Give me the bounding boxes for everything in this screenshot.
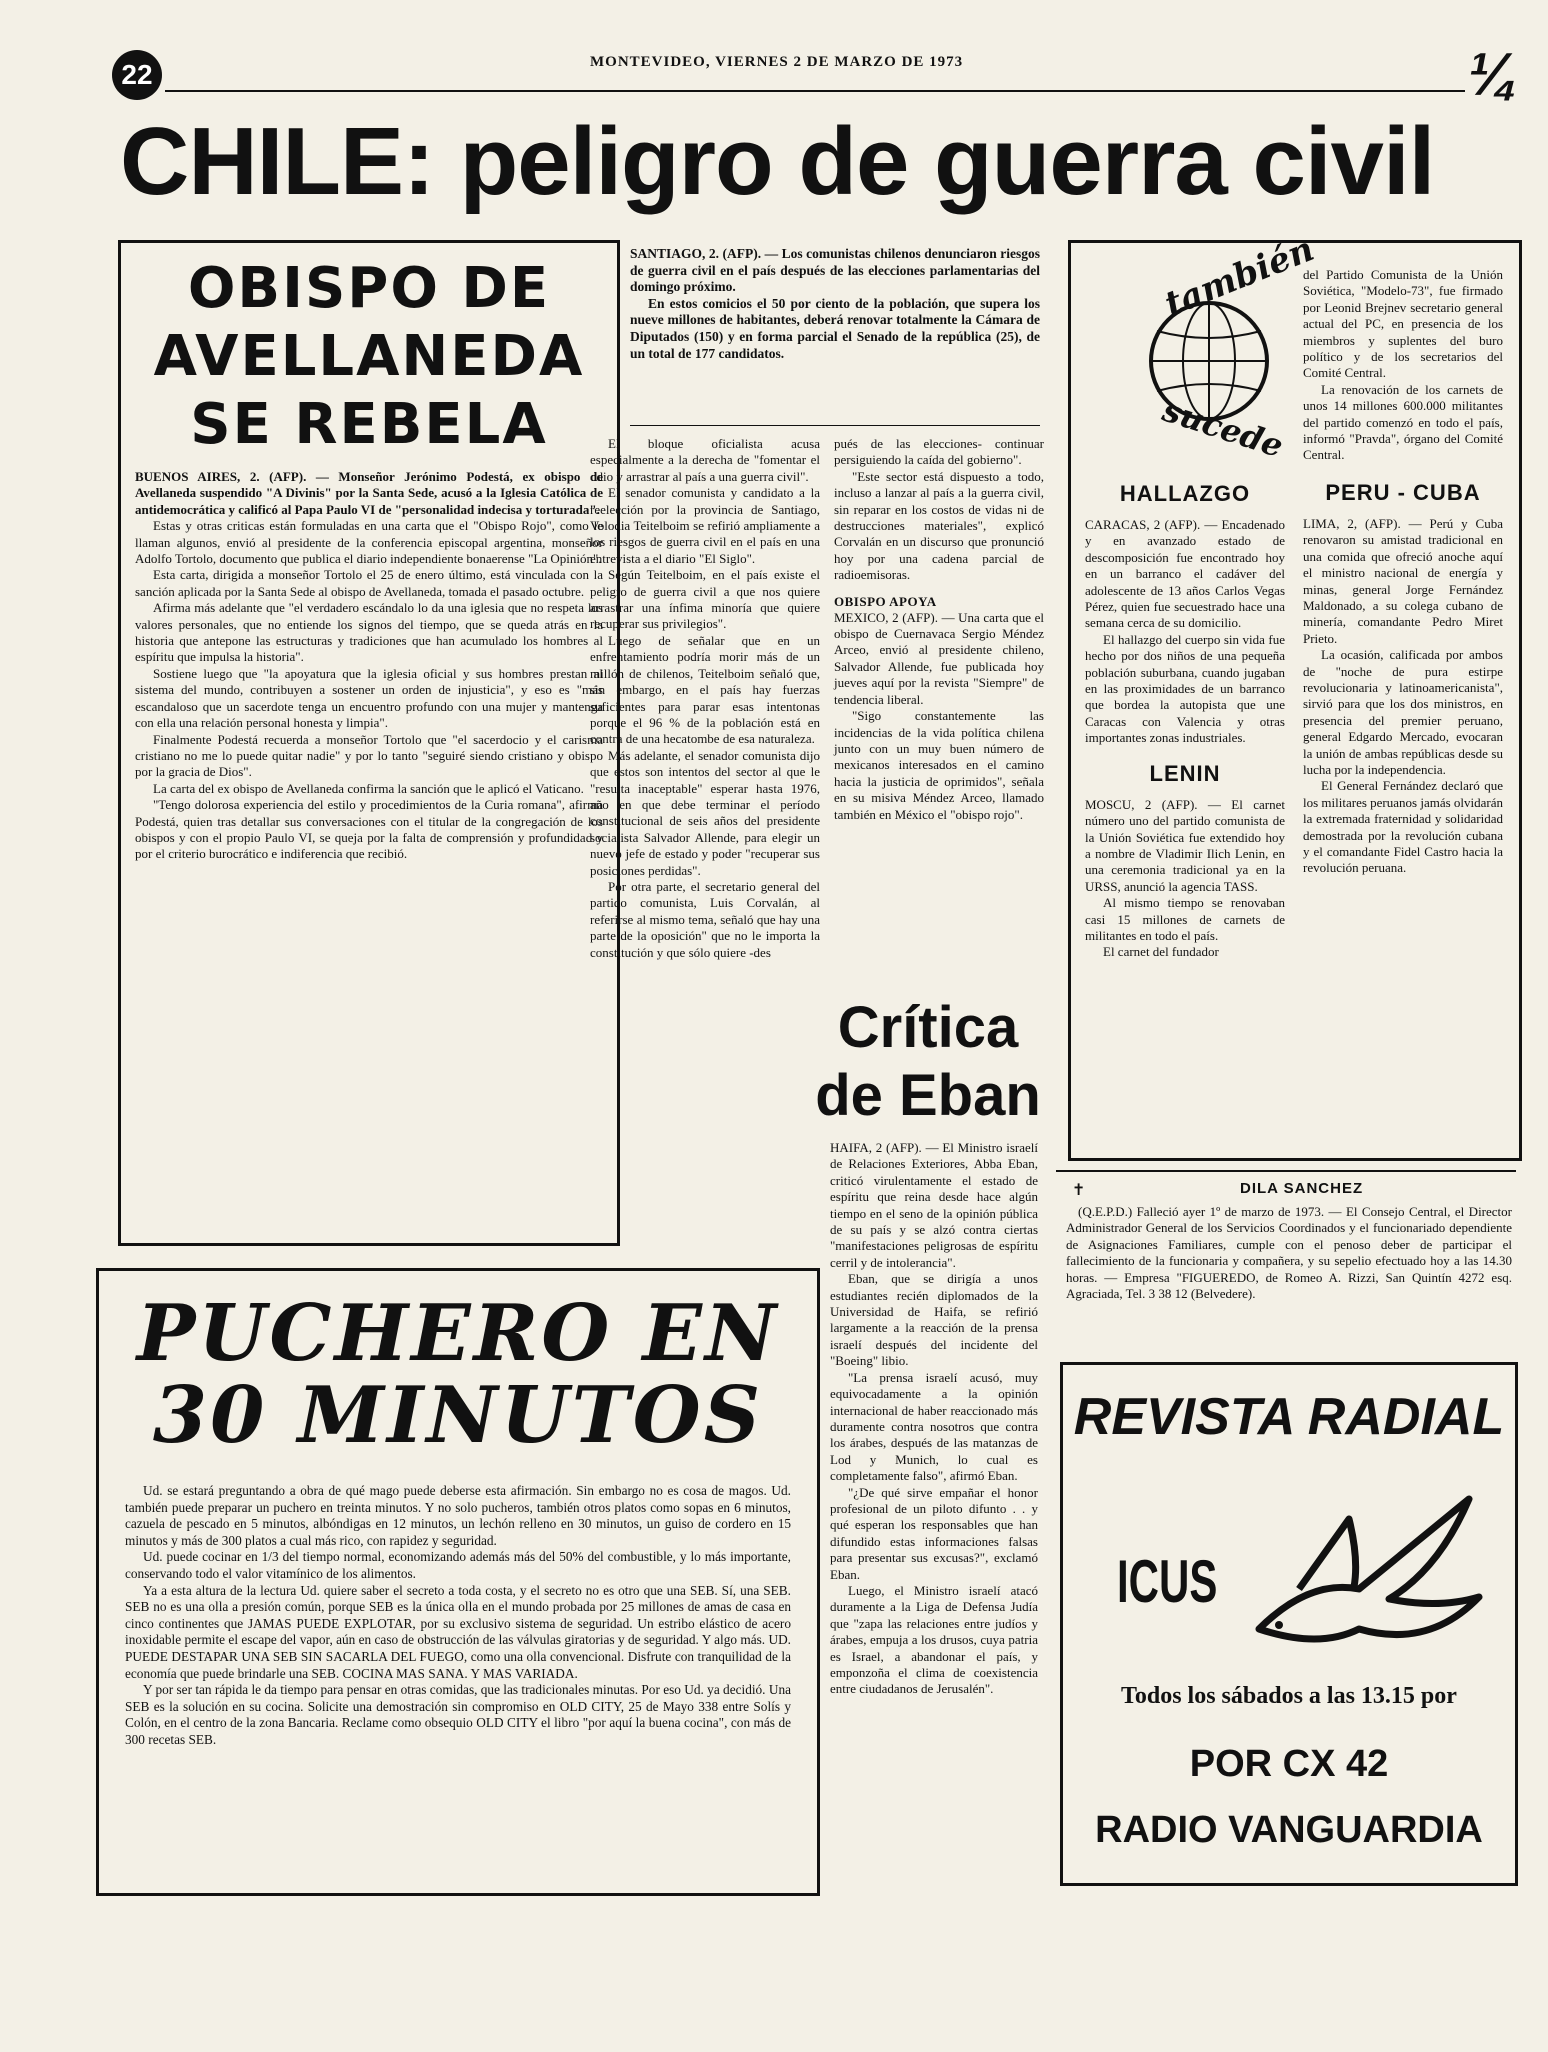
revista-radial-ad xyxy=(1060,1362,1518,1886)
puchero-body xyxy=(99,1457,817,1749)
chile-lead-rule xyxy=(630,425,1040,426)
obispo-body xyxy=(121,459,617,863)
dove-icon xyxy=(1239,1479,1499,1669)
apoya-p1: MEXICO, 2 (AFP). — Una carta que el obispo de Cuernavaca Sergio Méndez Arceo, envió al presidente chileno, Salvador Allende, fue publicada hoy jueves aquí por la revista "Siempre" de tendencia liberal. xyxy=(834,609,1044,707)
revista-title: REVISTA RADIAL xyxy=(1073,1388,1505,1446)
chile-c1-p2: El senador comunista y candidato a la reelección por la provincia de Santiago, Volodia Teitelboim se refirió ampliamente a los riesgos de guerra civil en el país en una entrevista a el diario "El Siglo". xyxy=(590,485,820,566)
lenin-title: LENIN xyxy=(1149,760,1221,786)
peru-p3: El General Fernández declaró que los militares peruanos jamás olvidarán la extremada fraternidad y solidaridad demostrada por la revolución cubana y el comandante Fidel Castro hacia la revolución peruana. xyxy=(1303,778,1504,876)
tambien-logo-bottom: sucede xyxy=(1158,390,1288,466)
masthead-rule xyxy=(165,90,1465,92)
chile-c2-p1: pués de las elecciones- continuar persiguiendo la caída del gobierno". xyxy=(834,436,1044,468)
icus-brand: ICUS xyxy=(1117,1548,1218,1615)
chile-lead-p1: SANTIAGO, 2. (AFP). — Los comunistas chilenos denunciaron riesgos de guerra civil en el país después de las elecciones parlamentarias del domingo próximo. xyxy=(630,246,1040,295)
critica-p4: "¿De qué sirve empañar el honor profesional de un piloto difunto . . y qué esperan los responsables que han difundido estas informaciones falsas para presentar sus excusas?", exclamó Eban. xyxy=(830,1484,1038,1582)
puchero-p3: Ya a esta altura de la lectura Ud. quiere saber el secreto a toda costa, y el secreto no es otro que una SEB. Sí, una SEB. SEB no es una olla a presión común, porque SEB es la única olla en el mundo probada por 25 millones de amas de casa en cinco continentes que JAMAS PUEDE EXPLOTAR, por su exclusivo sistema de seguridad. Un estribo elástico de acero inoxidable permite el escape del vapor, aún en caso de obstrucción de las válvulas giratorias y de seguridad. Y algo más. UD. PUEDE DESTAPAR UNA SEB SIN SACARLA DEL FUEGO, como una olla convencional. Disfrute con tranquilidad de la economía que puede brindarle una SEB. COCINA MAS SANA. Y MAS VARIADA. xyxy=(125,1582,791,1681)
chile-c1-p6: Por otra parte, el secretario general del partido comunista, Luis Corvalán, al referirse al mismo tema, señaló que hay una parte de la oposición" que no le importa la constitución y que sólo quiere -des xyxy=(590,878,820,960)
hallazgo-title: HALLAZGO xyxy=(1119,481,1251,506)
obispo-p4: Afirma más adelante que "el verdadero escándalo lo da una iglesia que no respeta los valores personales, que no entiende los signos del tiempo, que se queda atrás en la historia que antepone las estructuras y tradiciones que han acumulado los hombres al espíritu que impulsa la historia". xyxy=(135,600,603,665)
chile-c1-p4: Luego de señalar que en un enfrentamiento podría morir más de un millón de chilenos, Teitelboim señaló que, sin embargo, en el país hay fuerzas suficientes para parar esas intentonas porque el 96 % de la población está en contra de una hecatombe de esa naturaleza. xyxy=(590,632,820,747)
puchero-title-line2: 30 MINUTOS xyxy=(152,1370,764,1461)
obispo-p6: Finalmente Podestá recuerda a monseñor Tortolo que "el sacerdocio y el carisma cristiano no me lo puede quitar nadie" y por lo tanto "seguiré siendo cristiano y obispo por la gracia de Dios". xyxy=(135,731,603,780)
peru-cuba-title: PERU - CUBA xyxy=(1325,479,1481,505)
critica-p3: "La prensa israelí acusó, muy equivocadamente a la opinión internacional de haber reaccionado más duramente contra nosotros que contra los árabes, después de las matanzas de Lod y Munich, lo cual es completamente falso", afirmó Eban. xyxy=(830,1369,1038,1484)
obispo-p5: Sostiene luego que "la apoyatura que la iglesia oficial y sus hombres prestan al sistema del mundo, contribuyen a sostener un orden de injusticia", y eso es "más escandaloso que un sacerdote tenga un encuentro profundo con una mujer y mantenga con ella una relación personal honesta y limpia". xyxy=(135,665,603,731)
tambien-right-column xyxy=(1303,267,1503,877)
chile-column-1 xyxy=(590,436,820,961)
tambien-sucede-box xyxy=(1068,229,1522,1161)
chile-c1-p5: Más adelante, el senador comunista dijo que estos son intentos del sector al que le "resulta inaceptable" esperar hasta 1976, año en que debe terminar el período constitucional de seis años del presidente socialista Salvador Allende, para elegir un nuevo jefe de estado y poder "recuperar sus posiciones perdidas". xyxy=(590,747,820,878)
lenin-cont-p2: La renovación de los carnets de unos 14 millones 600.000 militantes del partido comenzó en todo el país, informó "Pravda", órgano del Comité Central. xyxy=(1303,381,1503,463)
chile-c2-p2: "Este sector está dispuesto a todo, incluso a lanzar al país a la guerra civil, sin reparar en los costos de vidas ni de destrucciones materiales", explicó Corvalán en un discurso que pronunció hoy por una cadena parcial de radioemisoras. xyxy=(834,468,1044,583)
peru-p1: LIMA, 2, (AFP). — Perú y Cuba renovaron su amistad tradicional en una comida que ofreció anoche aquí el ministro nacional de energía y minas, general Jorge Fernández Maldonado, a su colega cubano de minería, comandante Pedro Miret Prieto. xyxy=(1303,515,1503,646)
tambien-left-column xyxy=(1085,481,1285,961)
lenin-p2: Al mismo tiempo se renovaban casi 15 millones de carnets de militantes en todo el país. xyxy=(1085,895,1285,943)
critica-body xyxy=(830,1140,1038,1698)
revista-station: POR CX 42 xyxy=(1189,1743,1389,1785)
dateline: MONTEVIDEO, VIERNES 2 DE MARZO DE 1973 xyxy=(590,54,964,70)
obituary-text xyxy=(1066,1204,1512,1302)
obispo-p1: BUENOS AIRES, 2. (AFP). — Monseñor Jerónimo Podestá, ex obispo de Avellaneda suspendido "A Divinis" por la Santa Sede, acusó a la Iglesia Católica de antidemocrática y calificó al Papa Paulo VI de "personalidad indecisa y torturada". xyxy=(135,469,603,517)
tambien-logo-top: también xyxy=(1159,229,1320,325)
apoya-p2: "Sigo constantemente las incidencias de la vida política chilena junto con un muy buen número de mexicanos interesados en el camino hacia la justicia de oprimidos", señala en su misiva Méndez Arceo, llamado también en México el "obispo rojo". xyxy=(834,708,1044,822)
puchero-p2: Ud. puede cocinar en 1/3 del tiempo normal, economizando además más del 50% del combustible, y lo más importante, conservando todo el valor vitamínico de los alimentos. xyxy=(125,1549,791,1581)
revista-schedule: Todos los sábados a las 13.15 por xyxy=(1121,1683,1457,1709)
peru-p2: La ocasión, calificada por ambos de "noche de pura estirpe revolucionaria y latinoamericanista", sirvió para que los dos ministros, en presencia del premier peruano, general Edgardo Mercado, evocaran la unión de ambas repúblicas desde su lucha por la independencia. xyxy=(1303,647,1503,777)
critica-p2: Eban, que se dirigía a unos estudiantes recién diplomados de la Universidad de Haifa, se refirió largamente a la reacción de la prensa israelí después del incidente del "Boeing" libio. xyxy=(830,1271,1038,1369)
hallazgo-p1: CARACAS, 2 (AFP). — Encadenado y en avanzado estado de descomposición fue encontrado hoy en un barranco el cadáver del adolescente de 13 años Carlos Vegas Pérez, quien fue secuestrado hace una semana cerca de su domicilio. xyxy=(1085,517,1285,631)
revista-radio: RADIO VANGUARDIA xyxy=(1095,1809,1483,1851)
obispo-p2: Estas y otras criticas están formuladas en una carta que el "Obispo Rojo", como le llaman algunos, envió al presidente de la conferencia episcopal argentina, monseñor Adolfo Tortolo, documento que publica el diario independiente bonaerense "La Opinión". xyxy=(135,518,603,567)
obispo-p8: "Tengo dolorosa experiencia del estilo y procedimientos de la Curia romana", afirma Podestá, quien tras detallar sus conversaciones con el titular de la congregación de los obispos y con el propio Paulo VI, se queja por la falta de comprensión y profundidad y por el criterio burocrático e indiferencia que recibió. xyxy=(135,797,603,862)
apoya-title: OBISPO APOYA xyxy=(834,593,937,609)
critica-title: Crítica de Eban xyxy=(815,995,1041,1128)
obituary-name: DILA SANCHEZ xyxy=(1240,1180,1364,1197)
hallazgo-p2: El hallazgo del cuerpo sin vida fue hecho por dos niños de una pequeña población suburbana, cuando jugaban en las proximidades de un barranco que bordea la autopista que une Caracas con Valencia y otras importantes zonas industriales. xyxy=(1085,631,1285,746)
lenin-cont-p1: del Partido Comunista de la Unión Soviética, "Modelo-73", fue firmado por Leonid Brejnev secretario general actual del PC, en presencia de los miembros y suplentes del buro político y de los secretarios del Comité Central. xyxy=(1303,267,1503,381)
lenin-p3: El carnet del fundador xyxy=(1103,944,1219,960)
obispo-p7: La carta del ex obispo de Avellaneda confirma la sanción que le aplicó el Vaticano. xyxy=(153,780,584,796)
lenin-p1: MOSCU, 2 (AFP). — El carnet número uno del partido comunista de la Unión Soviética fue extendido hoy a nombre de Vladimir Ilich Lenin, en una ceremonia tradicional ya en la URSS, anunció la agencia TASS. xyxy=(1085,796,1285,894)
puchero-p4: Y por ser tan rápida le da tiempo para pensar en otras comidas, que las tradicionales minutas. Por eso Ud. ya decidió. Una SEB es la solución en su cocina. Solicite una demostración sin compromiso en OLD CITY, 25 de Mayo 338 entre Solís y Colón, en el centro de la zona Bancaria. Reclame como obsequio OLD CITY el libro "por aquí la buena cocina", con más de 300 recetas SEB. xyxy=(125,1682,791,1747)
critica-p5: Luego, el Ministro israelí atacó duramente a la Liga de Defensa Judía que "zapa las relaciones entre judíos y árabes, empuja a los drusos, cuya patria es Israel, a abandonar el país, y emponzoña el clima de coexistencia entre ciudadanos de Jerusalén". xyxy=(830,1582,1038,1697)
puchero-ad xyxy=(96,1268,820,1896)
cross-icon: ✝ xyxy=(1072,1180,1086,1199)
obituary-body: (Q.E.P.D.) Falleció ayer 1º de marzo de 1973. — El Consejo Central, el Director Administrador General de los Servicios Coordinados y el funcionariado dependiente de Asignaciones Familiares, cumple con el penoso deber de participar el fallecimiento de la funcionaria y compañera, y su sepelio efectuado hoy a las 14.30 horas. — Empresa "FIGUEREDO, de Romeo A. Rizzi, San Quintín 4272 esq. Agraciada, Tel. 3 38 12 (Belvedere). xyxy=(1066,1204,1512,1302)
chile-c1-p3: Según Teitelboim, en el país existe el peligro de guerra civil a que nos quiere arrastrar una ínfima minoría que quiere recuperar sus privilegios". xyxy=(590,567,820,632)
page-number: 22 xyxy=(112,50,162,100)
chile-column-2 xyxy=(834,436,1044,823)
chile-lead xyxy=(630,246,1040,362)
main-headline: CHILE: peligro de guerra civil xyxy=(120,108,1435,215)
obituary-top-rule xyxy=(1056,1170,1516,1172)
chile-c1-p1: El bloque oficialista acusa especialmente a la derecha de "fomentar el odio y arrastrar al país a una guerra civil". xyxy=(590,436,820,484)
chile-lead-p2: En estos comicios el 50 por ciento de la población, que supera los nueve millones de habitantes, deberá renovar totalmente la Cámara de Diputados (150) y en forma parcial el Senado de la república (25), de un total de 177 candidatos. xyxy=(630,295,1040,361)
newspaper-logo: ¼ xyxy=(1468,41,1519,108)
obispo-title: OBISPO DE AVELLANEDA SE REBELA xyxy=(153,256,585,457)
critica-p1: HAIFA, 2 (AFP). — El Ministro israelí de Relaciones Exteriores, Abba Eban, criticó virulentamente el estado de espíritu que reina desde hace algún tiempo en el seno de la opinión pública de su país y se alzó contra ciertas "manifestaciones peligrosas de espíritu cerril y de intolerancia". xyxy=(830,1140,1038,1270)
obispo-article xyxy=(118,240,620,1246)
puchero-p1: Ud. se estará preguntando a obra de qué mago puede deberse esta afirmación. Sin embargo no es cosa de magos. Ud. también puede preparar un puchero en treinta minutos. Y no solo pucheros, también otros platos como sopas en 6 minutos, cazuela de pescado en 5 minutos, albóndigas en 12 minutos, un lechón relleno en 30 minutos, un guiso de cordero en 15 minutos y más de 300 platos a cual más rico, con rapidez y seguridad. xyxy=(125,1483,791,1548)
puchero-title-line1: PUCHERO EN xyxy=(136,1288,780,1379)
obispo-p3: Esta carta, dirigida a monseñor Tortolo el 25 de enero último, está vinculada con la sanción aplicada por la Santa Sede al obispo de Avellaneda, tomada el pasado octubre. xyxy=(135,567,603,599)
